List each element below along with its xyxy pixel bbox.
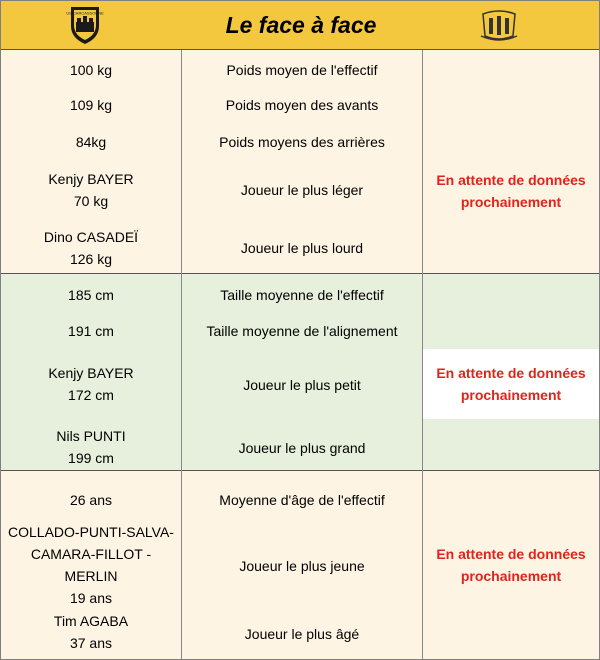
height-value: 185 cm (68, 287, 114, 303)
weight-value (1, 226, 181, 270)
player-stat: 199 cm (68, 450, 114, 466)
pending-line: En attente de données (436, 365, 586, 381)
pending-notice (423, 362, 599, 406)
svg-text:US CARCASSONNE: US CARCASSONNE (66, 10, 104, 16)
weight-value: 109 kg (69, 97, 113, 113)
player-name: MERLIN (64, 568, 118, 584)
opponent-crest-icon (477, 6, 521, 44)
age-value (1, 610, 181, 654)
player-stat: 70 kg (73, 193, 109, 209)
weight-label: Poids moyen de l'effectif (226, 62, 378, 78)
height-label: Joueur le plus petit (243, 377, 361, 393)
us-carcassonne-logo-icon (63, 4, 107, 46)
pending-notice (423, 169, 599, 213)
height-value: 191 cm (68, 323, 114, 339)
pending-line: En attente de données (436, 172, 586, 188)
weight-value: 100 kg (69, 62, 113, 78)
height-value (1, 425, 181, 469)
pending-line: En attente de données (436, 546, 586, 562)
section-divider (1, 470, 599, 471)
pending-line: prochainement (460, 387, 562, 403)
age-label: Joueur le plus âgé (244, 626, 360, 642)
player-stat: 126 kg (69, 251, 113, 267)
age-label: Moyenne d'âge de l'effectif (219, 492, 385, 508)
player-name: Kenjy BAYER (48, 365, 134, 381)
pending-line: prochainement (460, 568, 562, 584)
pending-line: prochainement (460, 194, 562, 210)
weight-label: Poids moyen des avants (225, 97, 379, 113)
player-name: Nils PUNTI (56, 428, 126, 444)
player-name: Dino CASADEÏ (43, 229, 139, 245)
player-name: CAMARA-FILLOT - (30, 546, 152, 562)
weight-label: Poids moyens des arrières (219, 134, 385, 150)
page-title: Le face à face (225, 12, 377, 38)
pending-notice (423, 543, 599, 587)
age-value: 26 ans (69, 492, 113, 508)
height-label: Taille moyenne de l'alignement (206, 323, 398, 339)
weight-label: Joueur le plus léger (240, 182, 364, 198)
height-label: Taille moyenne de l'effectif (220, 287, 384, 303)
height-value (1, 362, 181, 406)
player-name: Kenjy BAYER (48, 171, 134, 187)
header-bar (1, 1, 599, 50)
age-label: Joueur le plus jeune (239, 558, 365, 574)
weight-value (1, 168, 181, 212)
player-stat: 172 cm (68, 387, 114, 403)
weight-value: 84kg (75, 134, 107, 150)
player-name: Tim AGABA (53, 613, 129, 629)
player-stat: 19 ans (69, 590, 113, 605)
age-value (1, 521, 181, 605)
section-divider (1, 273, 599, 274)
player-stat: 37 ans (69, 635, 113, 651)
player-name: COLLADO-PUNTI-SALVA- (8, 524, 174, 540)
weight-label: Joueur le plus lourd (240, 240, 364, 256)
height-label: Joueur le plus grand (238, 440, 366, 456)
